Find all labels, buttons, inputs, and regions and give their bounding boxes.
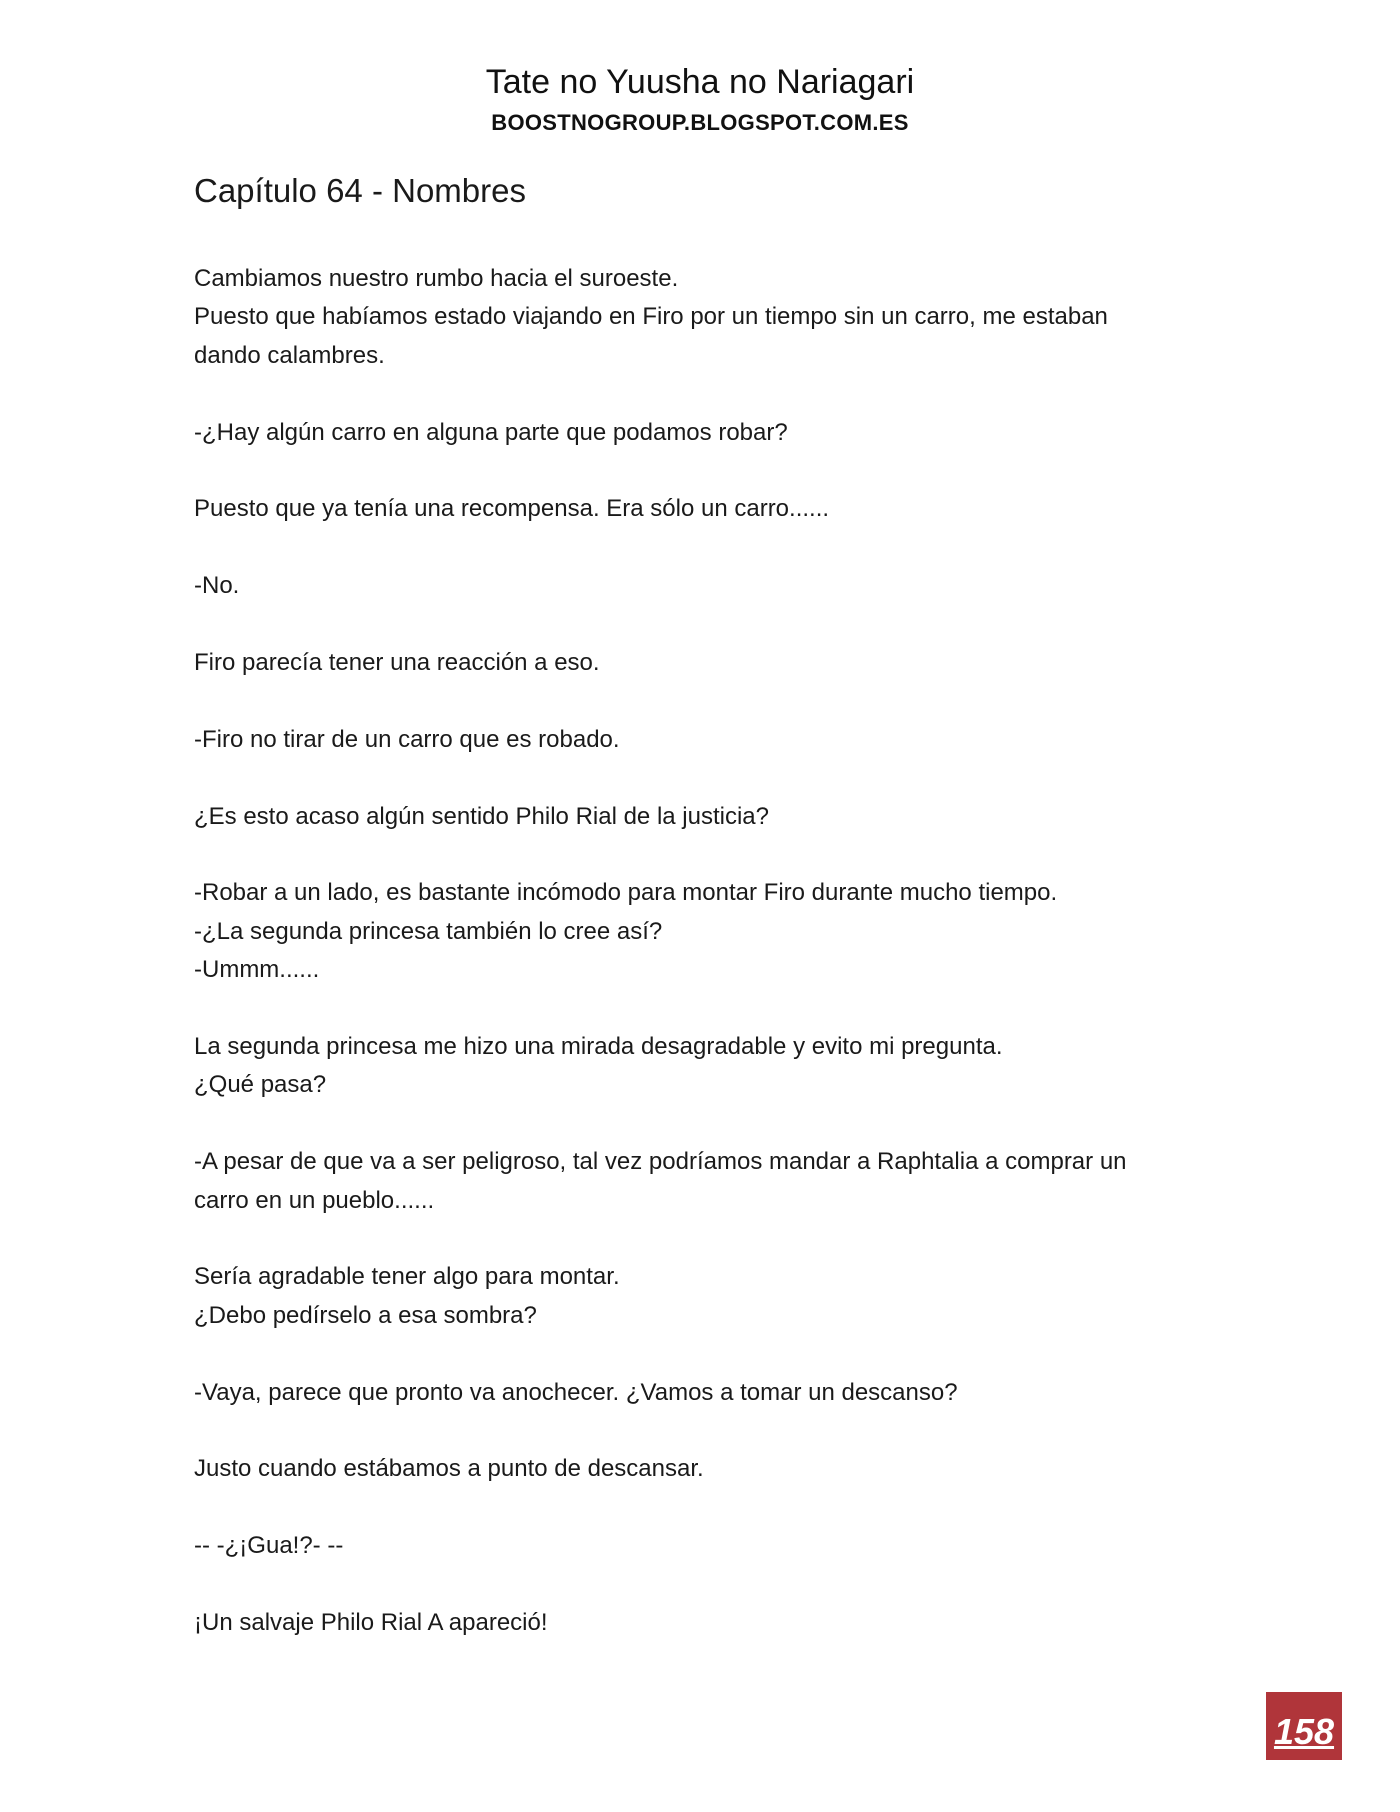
text-line: -Firo no tirar de un carro que es robado. — [194, 725, 620, 753]
text-line: Puesto que ya tenía una recompensa. Era sólo un carro...... — [194, 495, 830, 523]
paragraph — [194, 1028, 1174, 1105]
page-number: 158 — [1273, 1711, 1335, 1752]
text-line: ¿Debo pedírselo a esa sombra? — [194, 1301, 537, 1329]
paragraph — [194, 1143, 1174, 1220]
text-line: ¿Qué pasa? — [194, 1071, 327, 1099]
site-url: BOOSTNOGROUP.BLOGSPOT.COM.ES — [491, 110, 909, 135]
paragraph — [194, 490, 1174, 528]
paragraph — [194, 1374, 1174, 1412]
text-line: -¿Hay algún carro en alguna parte que podamos robar? — [194, 418, 788, 446]
chapter-title: Capítulo 64 - Nombres — [194, 172, 526, 209]
paragraph — [194, 1527, 1174, 1565]
paragraph — [194, 1450, 1174, 1488]
paragraph — [194, 1258, 1174, 1335]
text-line: -¿La segunda princesa también lo cree así? — [194, 917, 663, 945]
paragraph — [194, 798, 1174, 836]
text-line: -Robar a un lado, es bastante incómodo para montar Firo durante mucho tiempo. — [194, 879, 1058, 907]
text-line: ¿Es esto acaso algún sentido Philo Rial de la justicia? — [194, 802, 769, 830]
paragraph — [194, 874, 1174, 989]
book-title: Tate no Yuusha no Nariagari — [485, 63, 915, 101]
text-line: Firo parecía tener una reacción a eso. — [194, 649, 600, 676]
paragraph — [194, 721, 1174, 759]
text-line: Justo cuando estábamos a punto de descansar. — [194, 1455, 704, 1483]
text-line: -- -¿¡Gua!?- -- — [194, 1532, 344, 1560]
text-line: -Ummm...... — [194, 956, 320, 984]
paragraph — [194, 644, 1174, 682]
text-line: La segunda princesa me hizo una mirada desagradable y evito mi pregunta. — [194, 1033, 1003, 1060]
text-line: -No. — [194, 572, 240, 600]
paragraph — [194, 1604, 1174, 1642]
paragraph — [194, 414, 1174, 452]
chapter-body — [194, 260, 1174, 1681]
text-line: -A pesar de que va a ser peligroso, tal vez podríamos mandar a Raphtalia a comprar un carro en un pueblo...... — [194, 1148, 1134, 1214]
text-line: Puesto que habíamos estado viajando en Firo por un tiempo sin un carro, me estaban dando calambres. — [194, 303, 1115, 369]
text-line: -Vaya, parece que pronto va anochecer. ¿Vamos a tomar un descanso? — [194, 1378, 958, 1406]
paragraph — [194, 260, 1174, 375]
text-line: ¡Un salvaje Philo Rial A apareció! — [194, 1609, 548, 1636]
paragraph — [194, 567, 1174, 605]
text-line: Cambiamos nuestro rumbo hacia el suroeste. — [194, 265, 679, 292]
text-line: Sería agradable tener algo para montar. — [194, 1263, 620, 1291]
